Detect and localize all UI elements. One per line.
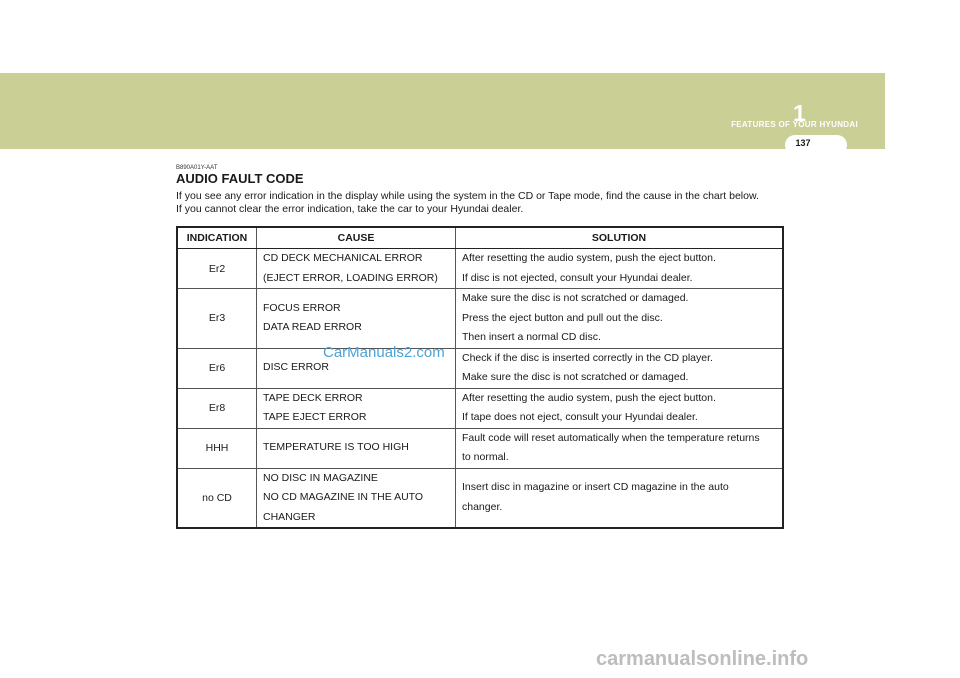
cause-line: NO CD MAGAZINE IN THE AUTO: [263, 491, 424, 503]
table-row: [177, 388, 783, 428]
cause-line: CHANGER: [263, 510, 316, 523]
chapter-label: FEATURES OF YOUR HYUNDAI: [731, 120, 858, 129]
intro-line: If you see any error indication in the display while using the system in the CD or Tape mode, find the cause in the chart below.: [176, 190, 759, 202]
solution-cell: [456, 348, 784, 388]
solution-line: Make sure the disc is not scratched or damaged.: [462, 371, 689, 383]
intro-line: If you cannot clear the error indication, take the car to your Hyundai dealer.: [176, 203, 524, 215]
cause-line: FOCUS ERROR: [263, 301, 341, 314]
table-row: [177, 289, 783, 349]
solution-line: Make sure the disc is not scratched or damaged.: [462, 292, 689, 304]
header-cause: CAUSE: [257, 227, 456, 249]
solution-line: Insert disc in magazine or insert CD magazine in the auto: [462, 481, 729, 494]
solution-cell: [456, 468, 784, 528]
cause-line: TAPE EJECT ERROR: [263, 411, 367, 423]
table-row: [177, 428, 783, 468]
header-indication: INDICATION: [177, 227, 257, 249]
solution-line: After resetting the audio system, push the eject button.: [462, 252, 716, 264]
watermark-link[interactable]: CarManuals2.com: [323, 344, 445, 361]
indication-cell: Er6: [177, 348, 257, 388]
table-header-row: [177, 227, 783, 249]
indication-cell: Er8: [177, 388, 257, 428]
solution-line: Then insert a normal CD disc.: [462, 331, 601, 343]
intro-paragraph: [176, 190, 796, 216]
table-row: [177, 348, 783, 388]
cause-cell: [257, 249, 456, 289]
solution-line: changer.: [462, 500, 503, 513]
cause-line: TAPE DECK ERROR: [263, 391, 363, 404]
solution-cell: [456, 289, 784, 349]
table-row: [177, 249, 783, 289]
solution-cell: [456, 249, 784, 289]
page-number: 137: [795, 138, 811, 148]
cause-line: NO DISC IN MAGAZINE: [263, 471, 378, 484]
cause-cell: [257, 289, 456, 349]
indication-cell: HHH: [177, 428, 257, 468]
table-row: [177, 468, 783, 528]
solution-line: If tape does not eject, consult your Hyundai dealer.: [462, 411, 698, 423]
cause-cell: [257, 428, 456, 468]
fault-code-table: [176, 226, 784, 529]
cause-line: DATA READ ERROR: [263, 321, 362, 334]
indication-cell: Er3: [177, 289, 257, 349]
solution-cell: [456, 428, 784, 468]
header-banner: [0, 73, 885, 149]
solution-line: Fault code will reset automatically when the temperature returns: [462, 431, 760, 444]
section-code: B890A01Y-AAT: [176, 165, 218, 171]
chapter-number: 1: [793, 100, 806, 126]
cause-line: DISC ERROR: [263, 361, 329, 374]
solution-line: Press the eject button and pull out the disc.: [462, 311, 663, 324]
section-title: AUDIO FAULT CODE: [176, 171, 304, 186]
cause-line: TEMPERATURE IS TOO HIGH: [263, 441, 409, 454]
indication-cell: Er2: [177, 249, 257, 289]
indication-cell: no CD: [177, 468, 257, 528]
solution-cell: [456, 388, 784, 428]
solution-line: After resetting the audio system, push the eject button.: [462, 391, 716, 404]
footer-watermark: carmanualsonline.info: [596, 648, 809, 670]
cause-line: CD DECK MECHANICAL ERROR: [263, 252, 423, 264]
cause-line: (EJECT ERROR, LOADING ERROR): [263, 271, 438, 284]
cause-cell: [257, 468, 456, 528]
cause-cell: [257, 388, 456, 428]
solution-line: Check if the disc is inserted correctly in the CD player.: [462, 351, 713, 364]
solution-line: If disc is not ejected, consult your Hyundai dealer.: [462, 271, 693, 284]
header-solution: SOLUTION: [456, 227, 784, 249]
solution-line: to normal.: [462, 451, 509, 463]
